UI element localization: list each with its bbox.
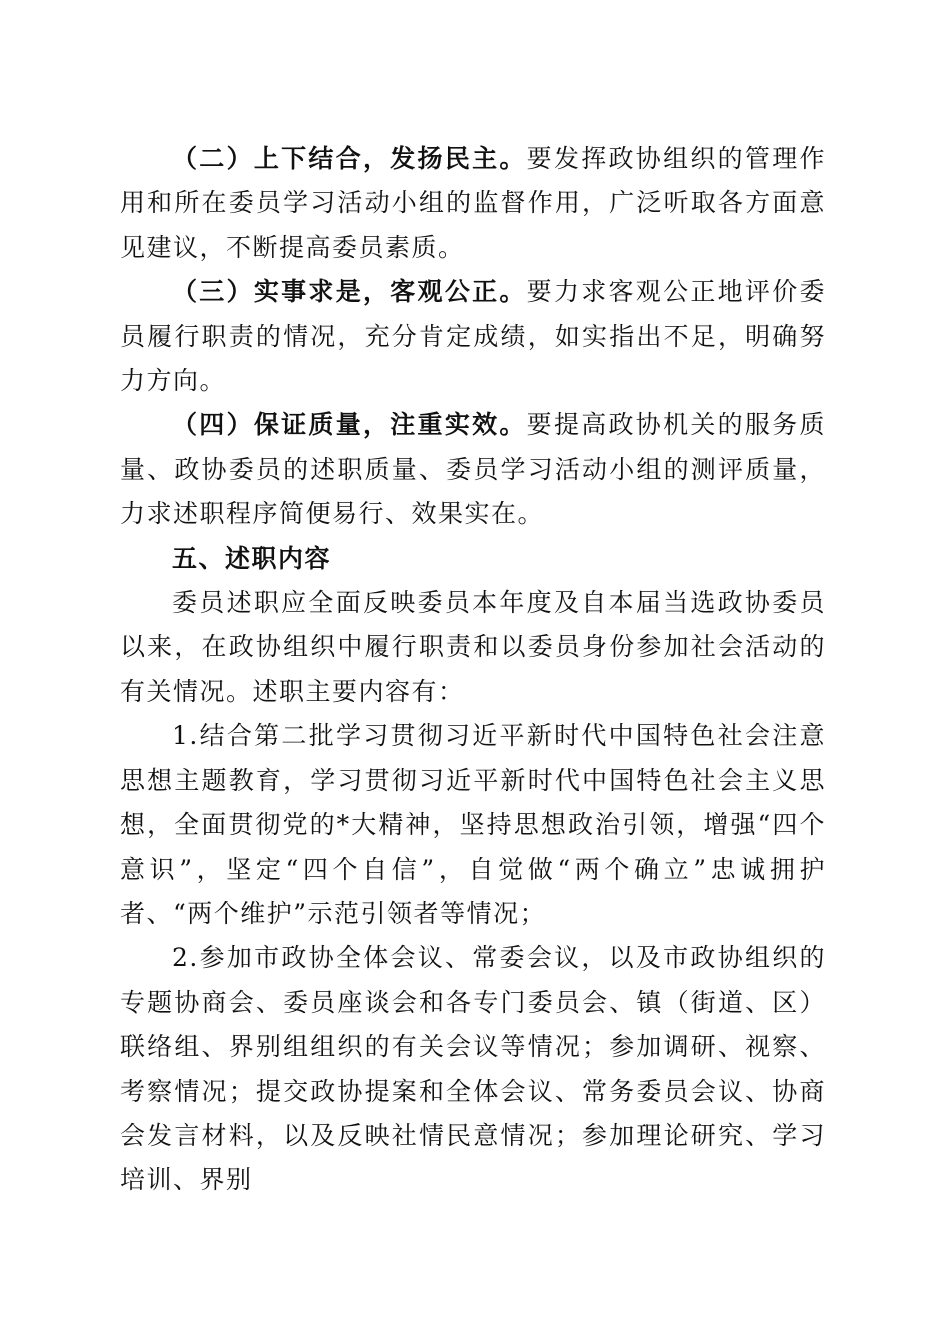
paragraph-lead: （四）保证质量，注重实效。 — [172, 410, 527, 440]
intro-paragraph: 委员述职应全面反映委员本年度及自本届当选政协委员以来，在政协组织中履行职责和以委员身份参加社会活动的有关情况。述职主要内容有： — [120, 588, 826, 706]
paragraph-text: 要力求客观公正地评价委员履行职责的情况，充分肯定成绩，如实指出不足，明确努力方向。 — [120, 277, 826, 396]
paragraph-lead: （三）实事求是，客观公正。 — [172, 277, 527, 307]
list-item: 1.结合第二批学习贯彻习近平新时代中国特色社会注意思想主题教育，学习贯彻习近平新时代中国特色社会主义思想，全面贯彻党的*大精神，坚持思想政治引领，增强“四个意识”，坚定“四个自信”，自觉做“两个确立”忠诚拥护者、“两个维护”示范引领者等情况； — [120, 721, 826, 928]
section-heading: 五、述职内容 — [172, 543, 332, 573]
paragraph-principle-3 — [120, 270, 826, 403]
paragraph-lead: （二）上下结合，发扬民主。 — [172, 144, 527, 173]
document-body — [120, 137, 826, 1203]
list-item: 2.参加市政协全体会议、常委会议，以及市政协组织的专题协商会、委员座谈会和各专门委员会、镇（街道、区）联络组、界别组组织的有关会议等情况；参加调研、视察、考察情况；提交政协提案和全体会议、常务委员会议、协商会发言材料，以及反映社情民意情况；参加理论研究、学习培训、界别 — [120, 943, 826, 1195]
paragraph-text: 要提高政协机关的服务质量、政协委员的述职质量、委员学习活动小组的测评质量，力求述职程序简便易行、效果实在。 — [120, 410, 826, 529]
paragraph-principle-4 — [120, 403, 826, 536]
paragraph-principle-2 — [120, 137, 826, 270]
paragraph-text: 要发挥政协组织的管理作用和所在委员学习活动小组的监督作用，广泛听取各方面意见建议，不断提高委员素质。 — [120, 144, 826, 262]
